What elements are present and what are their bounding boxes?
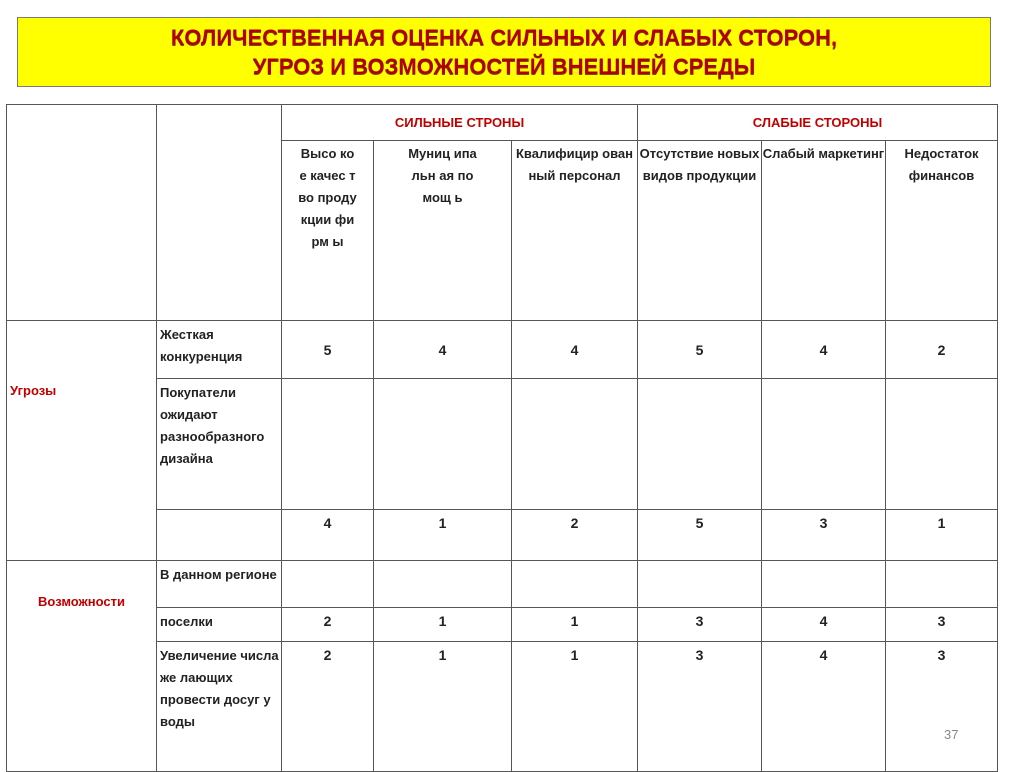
swot-table bbox=[6, 104, 998, 772]
page-number: 37 bbox=[944, 727, 959, 742]
group-header-strong: СИЛЬНЫЕ СТРОНЫ bbox=[282, 105, 638, 141]
value-cell: 1 bbox=[374, 642, 512, 772]
row-label bbox=[157, 510, 282, 561]
row-label: поселки bbox=[157, 608, 282, 642]
corner-cell bbox=[7, 105, 157, 321]
value-cell bbox=[282, 561, 374, 608]
slide-title-box bbox=[17, 17, 991, 87]
column-header: Квалифицир ованный персонал bbox=[512, 141, 638, 321]
value-cell bbox=[762, 379, 886, 510]
value-cell: 1 bbox=[512, 608, 638, 642]
value-cell: 3 bbox=[886, 642, 998, 772]
value-cell bbox=[512, 561, 638, 608]
value-cell bbox=[762, 561, 886, 608]
row-label: Жесткая конкуренция bbox=[157, 321, 282, 379]
threats-label: Угрозы bbox=[7, 321, 157, 561]
value-cell: 3 bbox=[638, 608, 762, 642]
value-cell: 1 bbox=[374, 510, 512, 561]
corner-cell-2 bbox=[157, 105, 282, 321]
value-cell: 4 bbox=[762, 321, 886, 379]
value-cell: 3 bbox=[638, 642, 762, 772]
value-cell: 4 bbox=[762, 608, 886, 642]
value-cell: 2 bbox=[886, 321, 998, 379]
value-cell bbox=[374, 561, 512, 608]
value-cell: 3 bbox=[886, 608, 998, 642]
slide-title-line-2: УГРОЗ И ВОЗМОЖНОСТЕЙ ВНЕШНЕЙ СРЕДЫ bbox=[252, 54, 756, 79]
value-cell bbox=[886, 379, 998, 510]
group-header-weak: СЛАБЫЕ СТОРОНЫ bbox=[638, 105, 998, 141]
opportunities-label: Возможности bbox=[7, 561, 157, 772]
value-cell: 2 bbox=[282, 642, 374, 772]
value-cell: 2 bbox=[282, 608, 374, 642]
value-cell bbox=[374, 379, 512, 510]
value-cell: 5 bbox=[282, 321, 374, 379]
value-cell: 1 bbox=[886, 510, 998, 561]
value-cell bbox=[512, 379, 638, 510]
value-cell: 4 bbox=[762, 642, 886, 772]
slide-title-line-1: КОЛИЧЕСТВЕННАЯ ОЦЕНКА СИЛЬНЫХ И СЛАБЫХ СТОРОН, bbox=[170, 25, 838, 50]
column-header: Отсутствие новых видов продукции bbox=[638, 141, 762, 321]
row-label: Увеличение числа же лающих провести досуг у воды bbox=[157, 642, 282, 772]
value-cell bbox=[886, 561, 998, 608]
table-row bbox=[7, 561, 998, 608]
row-label: В данном регионе bbox=[157, 561, 282, 608]
column-header: Недостаток финансов bbox=[886, 141, 998, 321]
value-cell: 4 bbox=[282, 510, 374, 561]
value-cell: 4 bbox=[374, 321, 512, 379]
column-header: Высо кое качес тво проду кции фирм ы bbox=[282, 141, 374, 321]
table-row bbox=[7, 321, 998, 379]
value-cell: 5 bbox=[638, 510, 762, 561]
value-cell bbox=[638, 561, 762, 608]
value-cell: 3 bbox=[762, 510, 886, 561]
value-cell bbox=[638, 379, 762, 510]
value-cell: 4 bbox=[512, 321, 638, 379]
value-cell: 1 bbox=[374, 608, 512, 642]
column-header: Слабый маркетинг bbox=[762, 141, 886, 321]
row-label: Покупатели ожидают разнообразного дизайна bbox=[157, 379, 282, 510]
column-header: Муниц ипальн ая помощ ь bbox=[374, 141, 512, 321]
value-cell: 2 bbox=[512, 510, 638, 561]
value-cell bbox=[282, 379, 374, 510]
value-cell: 1 bbox=[512, 642, 638, 772]
value-cell: 5 bbox=[638, 321, 762, 379]
